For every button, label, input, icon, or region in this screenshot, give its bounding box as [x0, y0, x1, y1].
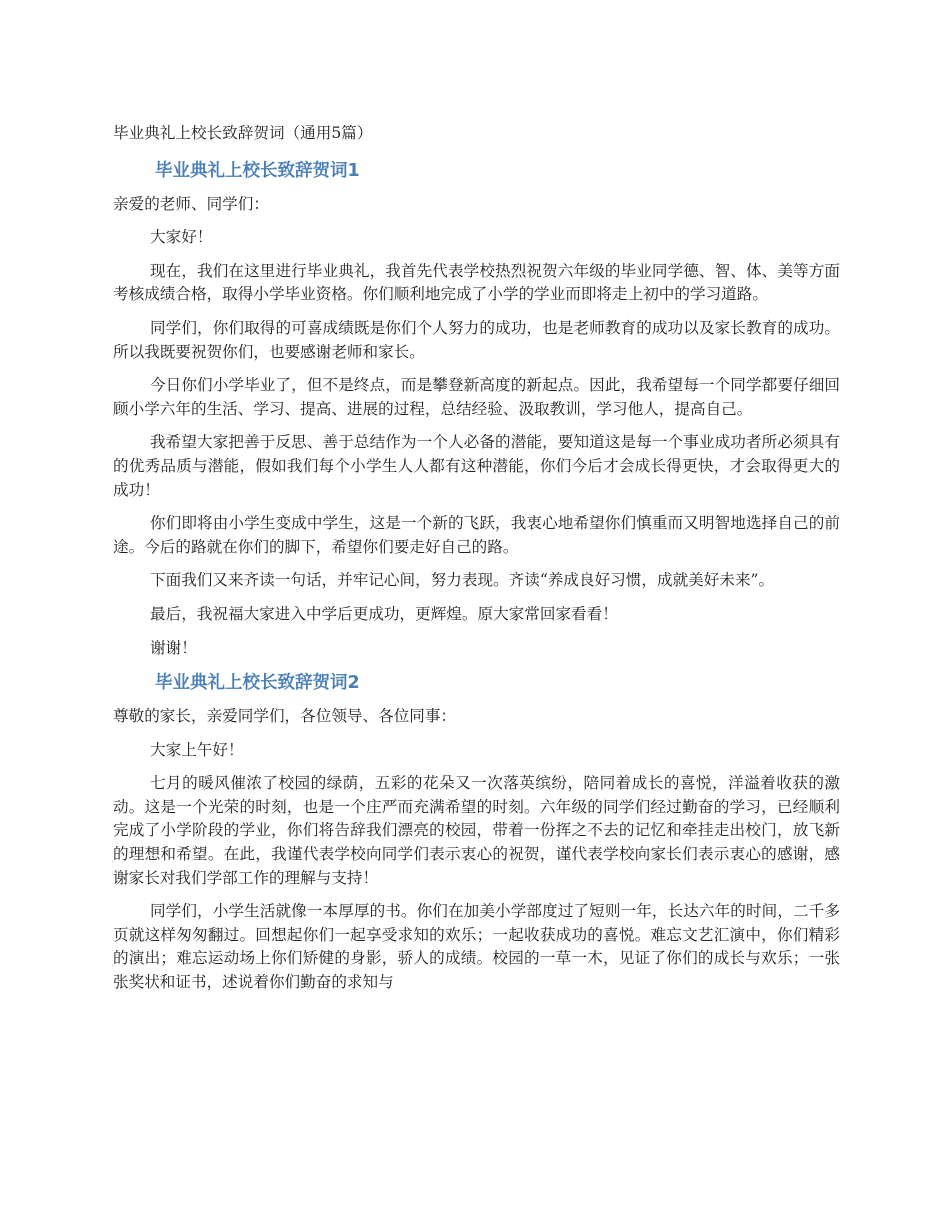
paragraph: 现在，我们在这里进行毕业典礼，我首先代表学校热烈祝贺六年级的毕业同学德、智、体、美等方面考核成绩合格，取得小学毕业资格。你们顺利地完成了小学的学业而即将走上初中的学习道路。 [113, 261, 840, 304]
paragraph: 今日你们小学毕业了，但不是终点，而是攀登新高度的新起点。因此，我希望每一个同学都要仔细回顾小学六年的生活、学习、提高、进展的过程，总结经验、汲取教训，学习他人，提高自己。 [113, 376, 840, 418]
paragraph: 下面我们又来齐读一句话，并牢记心间，努力表现。齐读“养成良好习惯，成就美好未来”。 [150, 571, 775, 590]
salutation: 亲爱的老师、同学们： [113, 194, 269, 213]
section-2 [113, 670, 840, 995]
document-page [113, 122, 840, 1005]
paragraph: 谢谢！ [150, 638, 197, 657]
paragraph: 同学们，小学生活就像一本厚厚的书。你们在加美小学部度过了短则一年，长达六年的时间，二千多页就这样匆匆翻过。回想起你们一起享受求知的欢乐；一起收获成功的喜悦。难忘文艺汇演中，你们精彩的演出；难忘运动场上你们矫健的身影，骄人的成绩。校园的一草一木，见证了你们的成长与欢乐；一张张奖状和证书，述说着你们勤奋的求知与 [113, 902, 840, 992]
paragraph: 同学们，你们取得的可喜成绩既是你们个人努力的成功，也是老师教育的成功以及家长教育的成功。所以我既要祝贺你们，也要感谢老师和家长。 [113, 318, 840, 361]
document-title: 毕业典礼上校长致辞贺词（通用5篇） [113, 124, 373, 142]
paragraph: 大家好！ [150, 228, 213, 247]
section-heading: 毕业典礼上校长致辞贺词1 [155, 160, 360, 181]
paragraph: 你们即将由小学生变成中学生，这是一个新的飞跃，我衷心地希望你们慎重而又明智地选择自己的前途。今后的路就在你们的脚下，希望你们要走好自己的路。 [113, 514, 840, 556]
paragraph: 最后，我祝福大家进入中学后更成功，更辉煌。原大家常回家看看！ [150, 604, 618, 623]
paragraph: 大家上午好！ [150, 740, 244, 759]
paragraph: 七月的暖风催浓了校园的绿荫，五彩的花朵又一次落英缤纷，陪同着成长的喜悦，洋溢着收获的激动。这是一个光荣的时刻，也是一个庄严而充满希望的时刻。六年级的同学们经过勤奋的学习，已经顺利完成了小学阶段的学业，你们将告辞我们漂亮的校园，带着一份挥之不去的记忆和牵挂走出校门，放飞新的理想和希望。在此，我谨代表学校向同学们表示衷心的祝贺，谨代表学校向家长们表示衷心的感谢，感谢家长对我们学部工作的理解与支持！ [113, 774, 840, 887]
section-1 [113, 158, 840, 661]
section-heading: 毕业典礼上校长致辞贺词2 [155, 673, 360, 694]
paragraph: 我希望大家把善于反思、善于总结作为一个人必备的潜能，要知道这是每一个事业成功者所必须具有的优秀品质与潜能，假如我们每个小学生人人都有这种潜能，你们今后才会成长得更快，才会取得更大的成功！ [113, 433, 840, 499]
salutation: 尊敬的家长，亲爱同学们，各位领导、各位同事： [113, 707, 457, 726]
